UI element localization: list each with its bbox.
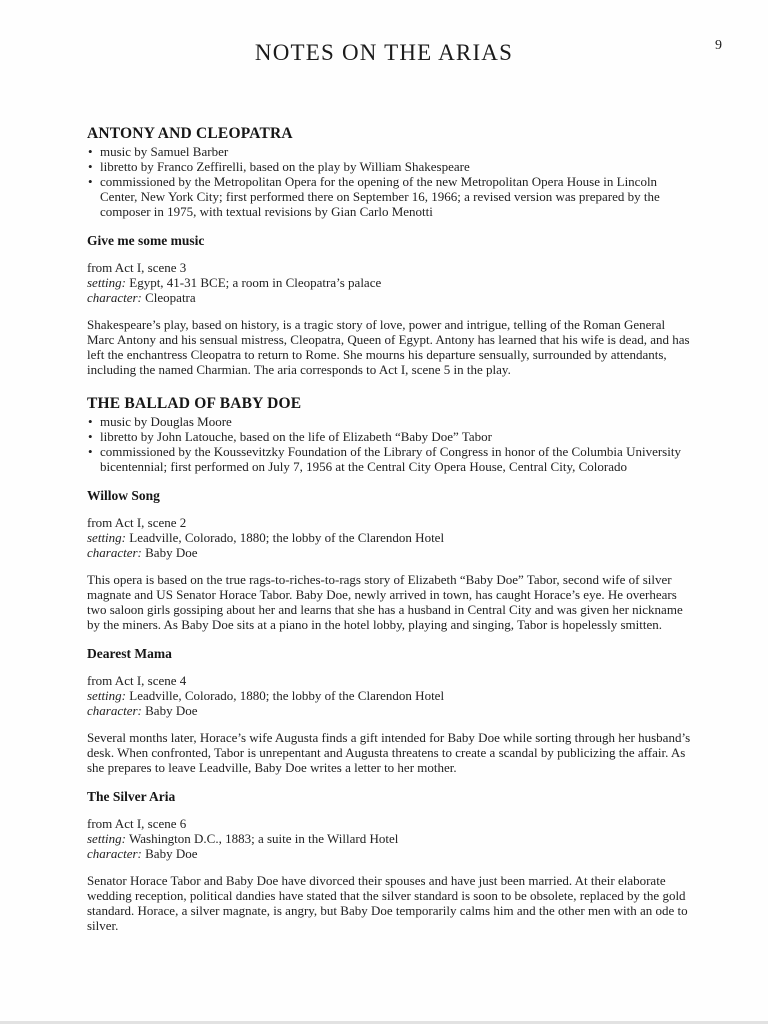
aria-meta [87, 260, 692, 305]
aria-entry-the-silver-aria [87, 789, 692, 933]
character-label: character: [87, 290, 142, 305]
aria-setting [87, 688, 692, 703]
aria-character [87, 703, 692, 718]
character-value: Baby Doe [145, 846, 198, 861]
aria-meta [87, 816, 692, 861]
setting-value: Egypt, 41-31 BCE; a room in Cleopatra’s palace [129, 275, 382, 290]
character-value: Baby Doe [145, 703, 198, 718]
opera-name: THE BALLAD OF BABY DOE [87, 395, 302, 412]
aria-character [87, 290, 692, 305]
aria-source: from Act I, scene 6 [87, 816, 187, 831]
opera-fact: • commissioned by the Metropolitan Opera for the opening of the new Metropolitan Opera House in Lincoln Center, New York City; first performed there on September 16, 1966; a revised version was prepared by the composer in 1975, with textual revisions by Gian Carlo Menotti [87, 174, 692, 219]
opera-fact: • music by Douglas Moore [87, 414, 692, 429]
aria-setting [87, 530, 692, 545]
page-number: 9 [715, 38, 722, 53]
character-label: character: [87, 703, 142, 718]
aria-setting [87, 275, 692, 290]
aria-description: Shakespeare’s play, based on history, is a tragic story of love, power and intrigue, telling of the Roman General Marc Antony and his sensual mistress, Cleopatra, Queen of Egypt. Antony has learned that his wife is dead, and has left the enchantress Cleopatra to return to Rome. She mourns his departure sensually, surrounded by attendants, including the named Charmian. The aria corresponds to Act I, scene 5 in the play. [87, 317, 690, 377]
setting-value: Leadville, Colorado, 1880; the lobby of the Clarendon Hotel [129, 530, 445, 545]
opera-fact: • libretto by Franco Zeffirelli, based on the play by William Shakespeare [87, 159, 692, 174]
opera-section-ballad-of-baby-doe [87, 396, 692, 933]
aria-meta [87, 673, 692, 718]
aria-title: Willow Song [87, 488, 160, 503]
setting-label: setting: [87, 688, 126, 703]
aria-source: from Act I, scene 4 [87, 673, 187, 688]
opera-fact: • commissioned by the Koussevitzky Foundation of the Library of Congress in honor of the Columbia University bicentennial; first performed on July 7, 1956 at the Central City Opera House, Central City, Colorado [87, 444, 692, 474]
aria-title: Give me some music [87, 233, 205, 248]
character-label: character: [87, 846, 142, 861]
aria-description: Senator Horace Tabor and Baby Doe have divorced their spouses and have just been married. At their elaborate wedding reception, political dandies have stated that the silver standard is soon to be obsolete, replaced by the gold standard. Horace, a silver magnate, is angry, but Baby Doe temporarily calms him and the other men with an ode to silver. [87, 873, 688, 933]
aria-title: Dearest Mama [87, 646, 172, 661]
setting-label: setting: [87, 275, 126, 290]
page-header [0, 0, 768, 70]
aria-description: This opera is based on the true rags-to-riches-to-rags story of Elizabeth “Baby Doe” Tabor, second wife of silver magnate and US Senator Horace Tabor. Baby Doe, newly arrived in town, has caught Horace’s eye. He overhears two saloon girls gossiping about her and learns that she has a husband in Central City and was given her nickname by the miners. As Baby Doe sits at a piano in the hotel lobby, playing and singing, Tabor is hopelessly smitten. [87, 572, 683, 632]
aria-character [87, 846, 692, 861]
aria-character [87, 545, 692, 560]
setting-value: Washington D.C., 1883; a suite in the Willard Hotel [129, 831, 399, 846]
character-value: Baby Doe [145, 545, 198, 560]
notes-content [0, 70, 768, 933]
aria-title: The Silver Aria [87, 789, 176, 804]
aria-meta [87, 515, 692, 560]
aria-source: from Act I, scene 3 [87, 260, 187, 275]
opera-fact: • libretto by John Latouche, based on the life of Elizabeth “Baby Doe” Tabor [87, 429, 692, 444]
opera-fact: • music by Samuel Barber [87, 144, 692, 159]
aria-entry-willow-song [87, 488, 692, 632]
opera-facts-list [87, 414, 692, 474]
aria-source: from Act I, scene 2 [87, 515, 187, 530]
character-value: Cleopatra [145, 290, 196, 305]
setting-value: Leadville, Colorado, 1880; the lobby of the Clarendon Hotel [129, 688, 445, 703]
aria-description: Several months later, Horace’s wife Augusta finds a gift intended for Baby Doe while sorting through her husband’s desk. When confronted, Tabor is unrepentant and Augusta threatens to create a scandal by publicizing the affair. As she prepares to leave Leadville, Baby Doe writes a letter to her mother. [87, 730, 691, 775]
page-title: NOTES ON THE ARIAS [254, 40, 514, 65]
opera-facts-list [87, 144, 692, 219]
aria-setting [87, 831, 692, 846]
setting-label: setting: [87, 831, 126, 846]
opera-name: ANTONY AND CLEOPATRA [87, 125, 293, 142]
aria-entry-give-me-some-music [87, 233, 692, 377]
setting-label: setting: [87, 530, 126, 545]
opera-section-antony-and-cleopatra [87, 126, 692, 377]
aria-entry-dearest-mama [87, 646, 692, 775]
character-label: character: [87, 545, 142, 560]
